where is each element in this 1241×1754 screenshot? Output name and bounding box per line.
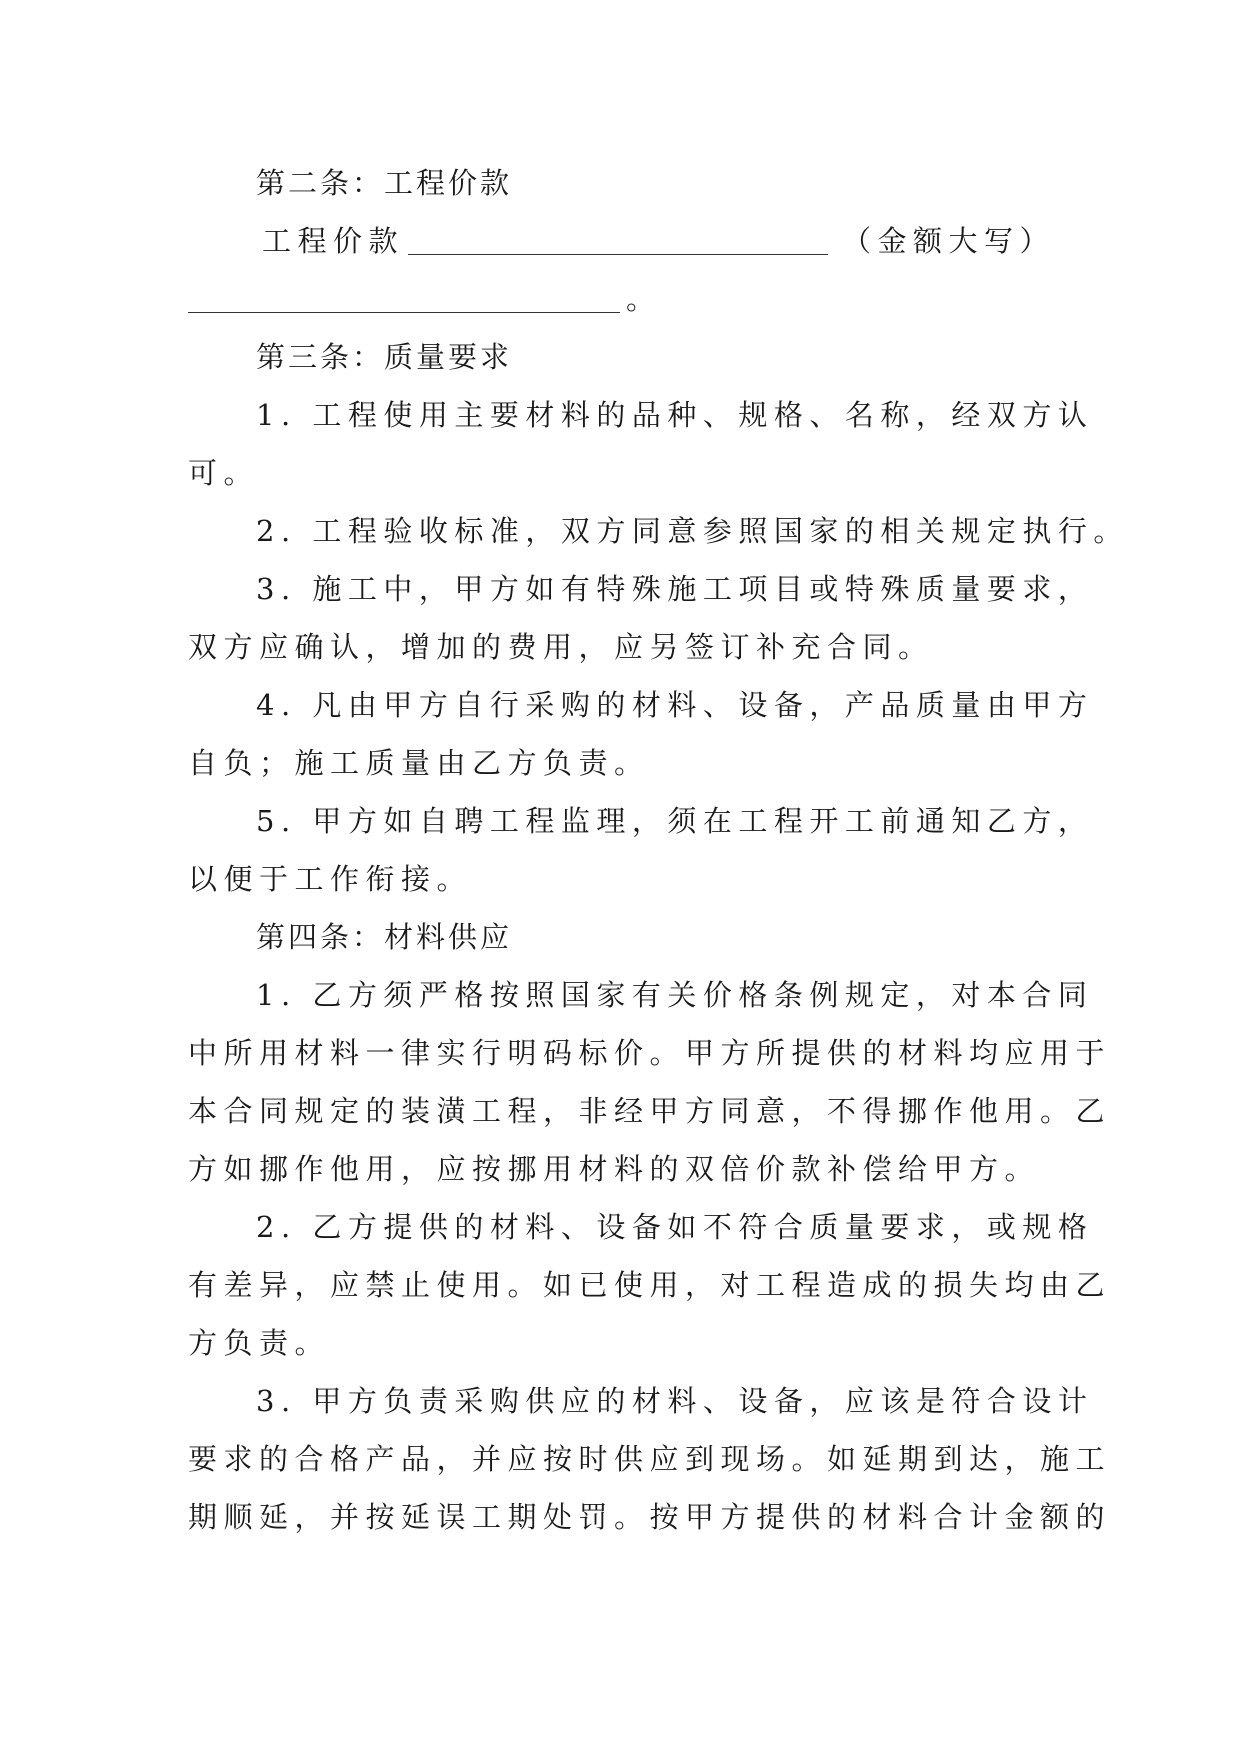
- paragraph-line: 3. 甲方负责采购供应的材料、设备，应该是符合设计: [256, 1384, 1094, 1418]
- paragraph-line: 有差异，应禁止使用。如已使用，对工程造成的损失均由乙: [188, 1268, 1112, 1302]
- price-line: [188, 212, 1060, 270]
- end-mark: 。: [626, 282, 662, 316]
- paragraph-line: 1. 工程使用主要材料的品种、规格、名称，经双方认: [256, 398, 1094, 432]
- paragraph-line: 双方应确认，增加的费用，应另签订补充合同。: [188, 630, 934, 664]
- paragraph-line: 以便于工作衔接。: [188, 862, 473, 896]
- article-3-heading: 第三条：质量要求: [256, 340, 513, 374]
- article-2-heading: 第二条：工程价款: [256, 166, 513, 200]
- paragraph-line: 期顺延，并按延误工期处罚。按甲方提供的材料合计金额的: [188, 1500, 1112, 1534]
- paragraph-line: 可。: [188, 456, 260, 490]
- paragraph-line: 中所用材料一律实行明码标价。甲方所提供的材料均应用于: [188, 1036, 1112, 1070]
- paragraph-line: 2. 工程验收标准，双方同意参照国家的相关规定执行。: [256, 514, 1129, 548]
- amount-words-blank: [188, 282, 620, 313]
- price-blank: [408, 224, 828, 255]
- paragraph-line: 本合同规定的装潢工程，非经甲方同意，不得挪作他用。乙: [188, 1094, 1112, 1128]
- article-4-heading: 第四条：材料供应: [256, 920, 513, 954]
- paragraph-line: 4. 凡由甲方自行采购的材料、设备，产品质量由甲方: [256, 688, 1094, 722]
- paragraph-line: 要求的合格产品，并应按时供应到现场。如延期到达，施工: [188, 1442, 1112, 1476]
- paragraph-line: 自负；施工质量由乙方负责。: [188, 746, 650, 780]
- paragraph-line: 5. 甲方如自聘工程监理，须在工程开工前通知乙方，: [256, 804, 1094, 838]
- amount-words-line: [188, 270, 1060, 328]
- paragraph-line: 方负责。: [188, 1326, 331, 1360]
- amount-hint: （金额大写）: [842, 224, 1056, 258]
- paragraph-line: 1. 乙方须严格按照国家有关价格条例规定，对本合同: [256, 978, 1094, 1012]
- paragraph-line: 2. 乙方提供的材料、设备如不符合质量要求，或规格: [256, 1210, 1094, 1244]
- contract-text: [188, 154, 1129, 1546]
- price-label: 工程价款: [262, 224, 405, 258]
- paragraph-line: 方如挪作他用，应按挪用材料的双倍价款补偿给甲方。: [188, 1152, 1041, 1186]
- paragraph-line: 3. 施工中，甲方如有特殊施工项目或特殊质量要求，: [256, 572, 1094, 606]
